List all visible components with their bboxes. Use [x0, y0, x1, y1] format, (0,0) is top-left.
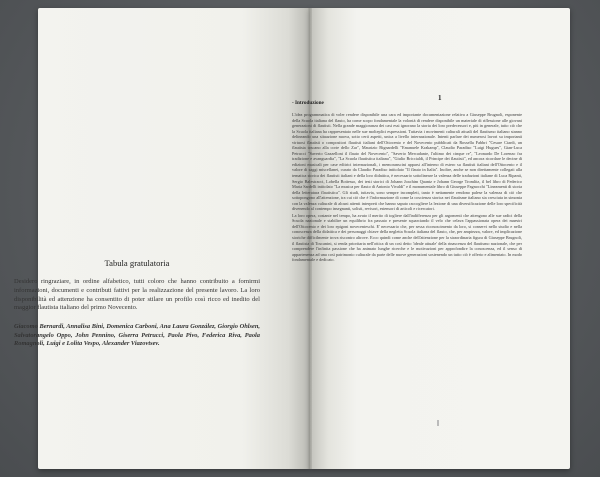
tabula-names: Giacomo Bernardi, Annalisa Bini, Domenica Carboni, Ana Laura González, Giorgio Ohlsen, Salvatorangelo Oppo, John Pennino, Giserra Petrucci, Paola Pivo, Federica Riva, Paola Romagnoli, Luigi e Lolita Vespo, Alexander Viazovtsev. [14, 323, 260, 348]
introduction-section [292, 88, 522, 264]
tabula-gratulatoria [14, 258, 260, 349]
page-mark [437, 420, 439, 426]
section-title: - Introduzione [292, 100, 324, 106]
left-page [38, 8, 310, 469]
tabula-title: Tabula gratulatoria [104, 258, 170, 268]
intro-paragraph-2: La loro opera, costante nel tempo, ha avuto il merito di togliere dall'indifferenza per gli argomenti che attengono alle sue radici della Scuola nazionale e stabilire un equilibrio fra passato e presente squarciando il velo che celava l'appassionata opera dei maestri dell'Ottocento e dei loro epigoni novecenteschi. E' necessario che, per sessa riconoscimento da loro, si conservi nello studio e nella conoscenza della didattica e dei personaggi chiave della negletta Scuola italiana del flauto, che, per ampiezza, valore, ed implicazione storiche difficilmente trova riscontro altrove. Ecco quindi come anche dell'attenzione per la straordinaria figura di Giuseppe Brugnoli, il flautista di Toscanini, si renda prioritaria nell'ottica di un così detto 'ideale attuale' della rinascenza del flautismo nazionale, che per comprendere l'infinita passione che ha animato lunghe ricerche e le motivazioni per approfondire la conoscenza, ed il senso di appartenenza ad una così patrimonio culturale da parte delle nuove generazioni sostenendo un tutto ciò è offerto e alimentato. In modo fondamentale e dedicato. [292, 212, 522, 263]
page-number: 1 [438, 94, 442, 102]
intro-paragraph-1: L'idea programmatica di voler rendere disponibile una cara ed importante documentazione relativa a Giuseppe Brugnoli, esponente della Scuola italiana del flauto, ha come scopo fondamentale la volontà di rendere disponibile un materiale di riflessione alle giovani generazioni di flautisti. Nella grande maggioranza dei casi essi ignorano la storia dei loro predecessori e, più in generale, tutto ciò che la Scuola italiana ha rappresentato nelle sue molteplici espressioni. Tuttavia i movimenti culturali attuali del flautismo italiano stanno delineando una situazione nuova, sotto certi aspetti, unica a livello internazionale. Intenti parlare dei numerosi lavori su importanti virtuosi flautisti o compositori flautisti italiani dell'Ottocento e del Novecento pubblicati da Rossella Fabbri "Cesare Ciardi, un flautista toscano alla corte dello Zar", Maurizio Bignardelli "Emanuele Krakamp", Claudio Paradiso "Luigi Hugues", Gian-Luca Petrucci "Saverio Gazzelloni il flauto del Novecento", "Saverio Mercadante, l'ultimo dei cinque re", "Leonardo De Lorenzo fra tradizione e avanguardia", "La Scuola flautistica italiana", "Giulio Briccialdi, il Principe dei flautisti", ed ancora ricordare le decine di edizioni musicali per case editrici internazionali, i memoranscini apparsi all'interno di estero su flautisti italiani dell'Ottocento e il valore di saggi miscellanei, curato da Claudio Paradiso intitolato "Il flauto in Italia". Inoltre, anche se non direttamente collegati alla tematica storica dei flautisti italiani e della loro didattica, è necessario sottolineare la valenza delle traduzioni italiane di Luca Ripanti, Sergio Balestracci, Lobella Bottesso, dei testi storici di Johann Joachim Quantz e Johann George Tromlitz, il bel libro di Federico Maria Sardelli intitolato "La musica per flauto di Antonio Vivaldi" e il monumentale libro di Giuseppe Fagnocchi "Lineamenti di storia della letteratura flautistica". Gli studi, tuttavia, sono sempre incompleti, tanto è nettamente rendono palese la valenza di ciò che sottopongono all'attenzione, tra cui ciò che è l'informazione di come la coscienza storica nei flautisme italiano sia cresciuta in simonia con la valenza culturale di alcuni attenti interpreti che hanno saputo raccogliere la lezione di una diversificazione delle loro specificità divenendo al contempo insegnanti, solisti, revisori, estensori di articoli e ricercatori. [292, 112, 522, 212]
tabula-body: Desidero ringraziare, in ordine alfabetico, tutti coloro che hanno contribuito a fornirmi informazioni, documenti e contributi fattivi per la realizzazione del presente lavoro. La loro disponibilità ed attenzione ha consentito di poter stilare un profilo così ricco ed inedito del maggior flautista italiano del primo Novecento. [14, 278, 260, 312]
